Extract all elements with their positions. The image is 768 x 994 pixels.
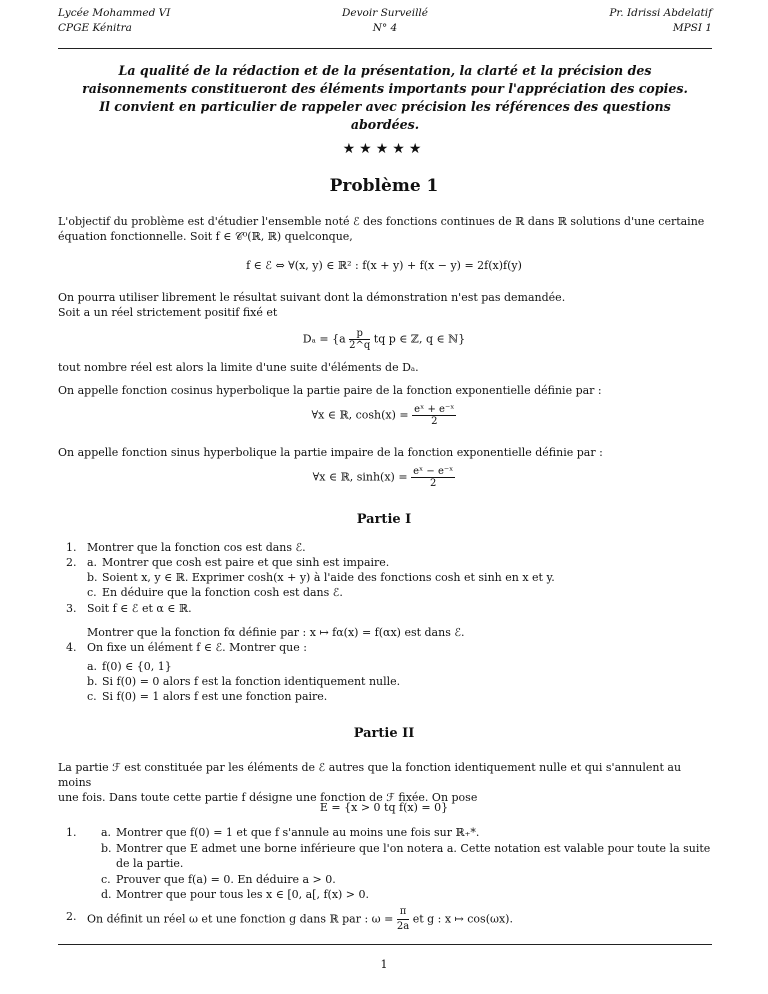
Da-fraction xyxy=(349,328,370,351)
intro-notice xyxy=(58,62,712,134)
question-text: Montrer que pour tous les x ∈ [0, a[, f(x) > 0. xyxy=(116,888,370,901)
omega-definition-text: On définit un réel ω et une fonction g dans ℝ par : ω = xyxy=(87,912,394,926)
sinh-definition xyxy=(0,466,768,489)
question-text: Soient x, y ∈ ℝ. Exprimer cosh(x + y) à l'aide des fonctions cosh et sinh en x et y. xyxy=(102,571,555,584)
question-number: 2. xyxy=(66,556,77,569)
question-text: Montrer que cosh est paire et que sinh est impaire. xyxy=(102,556,390,569)
question-text: Soit f ∈ ℰ et α ∈ ℝ. xyxy=(87,602,192,615)
question-sub: a. xyxy=(87,660,98,673)
sinh-numerator: eˣ − e⁻ˣ xyxy=(413,466,454,477)
school-city: CPGE Kénitra xyxy=(58,22,132,34)
text-line: La partie ℱ est constituée par les éléments de ℰ autres que la fonction identiquement nulle et qui s'annulent au moins xyxy=(58,761,682,789)
question-sub: a. xyxy=(101,826,112,839)
omega-fraction xyxy=(397,905,409,934)
question-number: 1. xyxy=(66,541,77,554)
functional-equation: f ∈ ℰ ⇔ ∀(x, y) ∈ ℝ² : f(x + y) + f(x − y) = 2f(x)f(y) xyxy=(246,259,522,272)
sinh-lhs: ∀x ∈ ℝ, sinh(x) = xyxy=(312,470,408,484)
question-sub: d. xyxy=(101,888,112,901)
cosh-intro: On appelle fonction cosinus hyperbolique la partie paire de la fonction exponentielle définie par : xyxy=(58,384,602,397)
set-E-definition: E = {x > 0 tq f(x) = 0} xyxy=(319,801,449,814)
question-text: Prouver que f(a) = 0. En déduire a > 0. xyxy=(116,873,336,886)
question-text: Si f(0) = 1 alors f est une fonction paire. xyxy=(102,690,328,703)
sinh-intro: On appelle fonction sinus hyperbolique la partie impaire de la fonction exponentielle définie par : xyxy=(58,446,603,459)
text-line: une fois. Dans toute cette partie f désigne une fonction de ℱ fixée. On pose xyxy=(58,791,478,804)
problem-title: Problème 1 xyxy=(329,176,439,196)
Da-denominator: 2^q xyxy=(349,340,371,351)
text-line: Soit a un réel strictement positif fixé et xyxy=(58,306,278,319)
intro-line: raisonnements constitueront des éléments importants pour l'appréciation des copies. xyxy=(82,81,688,96)
header-divider xyxy=(58,48,712,49)
cosh-fraction xyxy=(412,404,456,427)
question-text: Montrer que la fonction cos est dans ℰ. xyxy=(87,541,306,554)
part-2-intro xyxy=(58,760,712,805)
stars-ornament: ★★★★★ xyxy=(342,141,426,157)
cosh-denominator: 2 xyxy=(431,416,438,427)
question-sub: b. xyxy=(87,675,98,688)
intro-paragraph xyxy=(58,214,712,244)
cosh-definition xyxy=(0,404,768,427)
question-sub: b. xyxy=(101,842,112,855)
intro-line: La qualité de la rédaction et de la présentation, la clarté et la précision des xyxy=(118,63,652,78)
question-sub: c. xyxy=(87,690,97,703)
sinh-denominator: 2 xyxy=(430,478,437,489)
intro-line: Il convient en particulier de rappeler avec précision les références des questions xyxy=(99,99,671,114)
question-text: En déduire que la fonction cosh est dans ℰ. xyxy=(102,586,343,599)
question-sub: c. xyxy=(87,586,97,599)
Da-lhs: Dₐ = {a xyxy=(302,332,346,346)
exam-number: N° 4 xyxy=(372,22,398,34)
question-number: 2. xyxy=(66,910,77,923)
class-name: MPSI 1 xyxy=(672,22,712,34)
question-sub: c. xyxy=(101,873,111,886)
g-definition-text: et g : x ↦ cos(ωx). xyxy=(412,912,513,926)
question-text: f(0) ∈ {0, 1} xyxy=(102,660,172,673)
page-header xyxy=(58,6,712,46)
question-number: 1. xyxy=(66,826,77,839)
Da-definition xyxy=(0,328,768,351)
school-name: Lycée Mohammed VI xyxy=(58,7,171,19)
teacher-name: Pr. Idrissi Abdelatif xyxy=(609,7,712,19)
exam-title: Devoir Surveillé xyxy=(341,7,428,19)
cosh-lhs: ∀x ∈ ℝ, cosh(x) = xyxy=(311,408,409,422)
question-number: 3. xyxy=(66,602,77,615)
question-2-statement xyxy=(87,905,513,934)
question-text: Montrer que la fonction fα définie par : x ↦ fα(x) = f(αx) est dans ℰ. xyxy=(87,626,465,639)
text-line: On pourra utiliser librement le résultat suivant dont la démonstration n'est pas demandée. xyxy=(58,291,566,304)
question-text: de la partie. xyxy=(116,857,184,870)
omega-numerator: π xyxy=(397,905,409,920)
page-number: 1 xyxy=(380,958,388,971)
part-1-title: Partie I xyxy=(356,512,412,527)
density-statement: tout nombre réel est alors la limite d'une suite d'éléments de Dₐ. xyxy=(58,361,419,374)
omega-denominator: 2a xyxy=(396,921,410,932)
sinh-fraction xyxy=(411,466,455,489)
part-2-title: Partie II xyxy=(353,726,415,741)
text-line: L'objectif du problème est d'étudier l'ensemble noté ℰ des fonctions continues de ℝ dans ℝ solutions d'une certaine xyxy=(58,215,705,228)
question-text: Si f(0) = 0 alors f est la fonction identiquement nulle. xyxy=(102,675,401,688)
question-sub: a. xyxy=(87,556,98,569)
question-number: 4. xyxy=(66,641,77,654)
text-line: équation fonctionnelle. Soit f ∈ 𝒞⁰(ℝ, ℝ) quelconque, xyxy=(58,230,353,243)
result-paragraph xyxy=(58,290,712,320)
question-text: Montrer que f(0) = 1 et que f s'annule au moins une fois sur ℝ₊*. xyxy=(116,826,480,839)
Da-rhs: tq p ∈ ℤ, q ∈ ℕ} xyxy=(373,332,466,346)
question-sub: b. xyxy=(87,571,98,584)
footer-divider xyxy=(58,944,712,945)
Da-numerator: p xyxy=(349,328,370,340)
question-text: Montrer que E admet une borne inférieure que l'on notera a. Cette notation est valable pour toute la suite xyxy=(116,842,711,855)
cosh-numerator: eˣ + e⁻ˣ xyxy=(414,404,455,415)
intro-line: abordées. xyxy=(350,117,420,132)
question-text: On fixe un élément f ∈ ℰ. Montrer que : xyxy=(87,641,307,654)
